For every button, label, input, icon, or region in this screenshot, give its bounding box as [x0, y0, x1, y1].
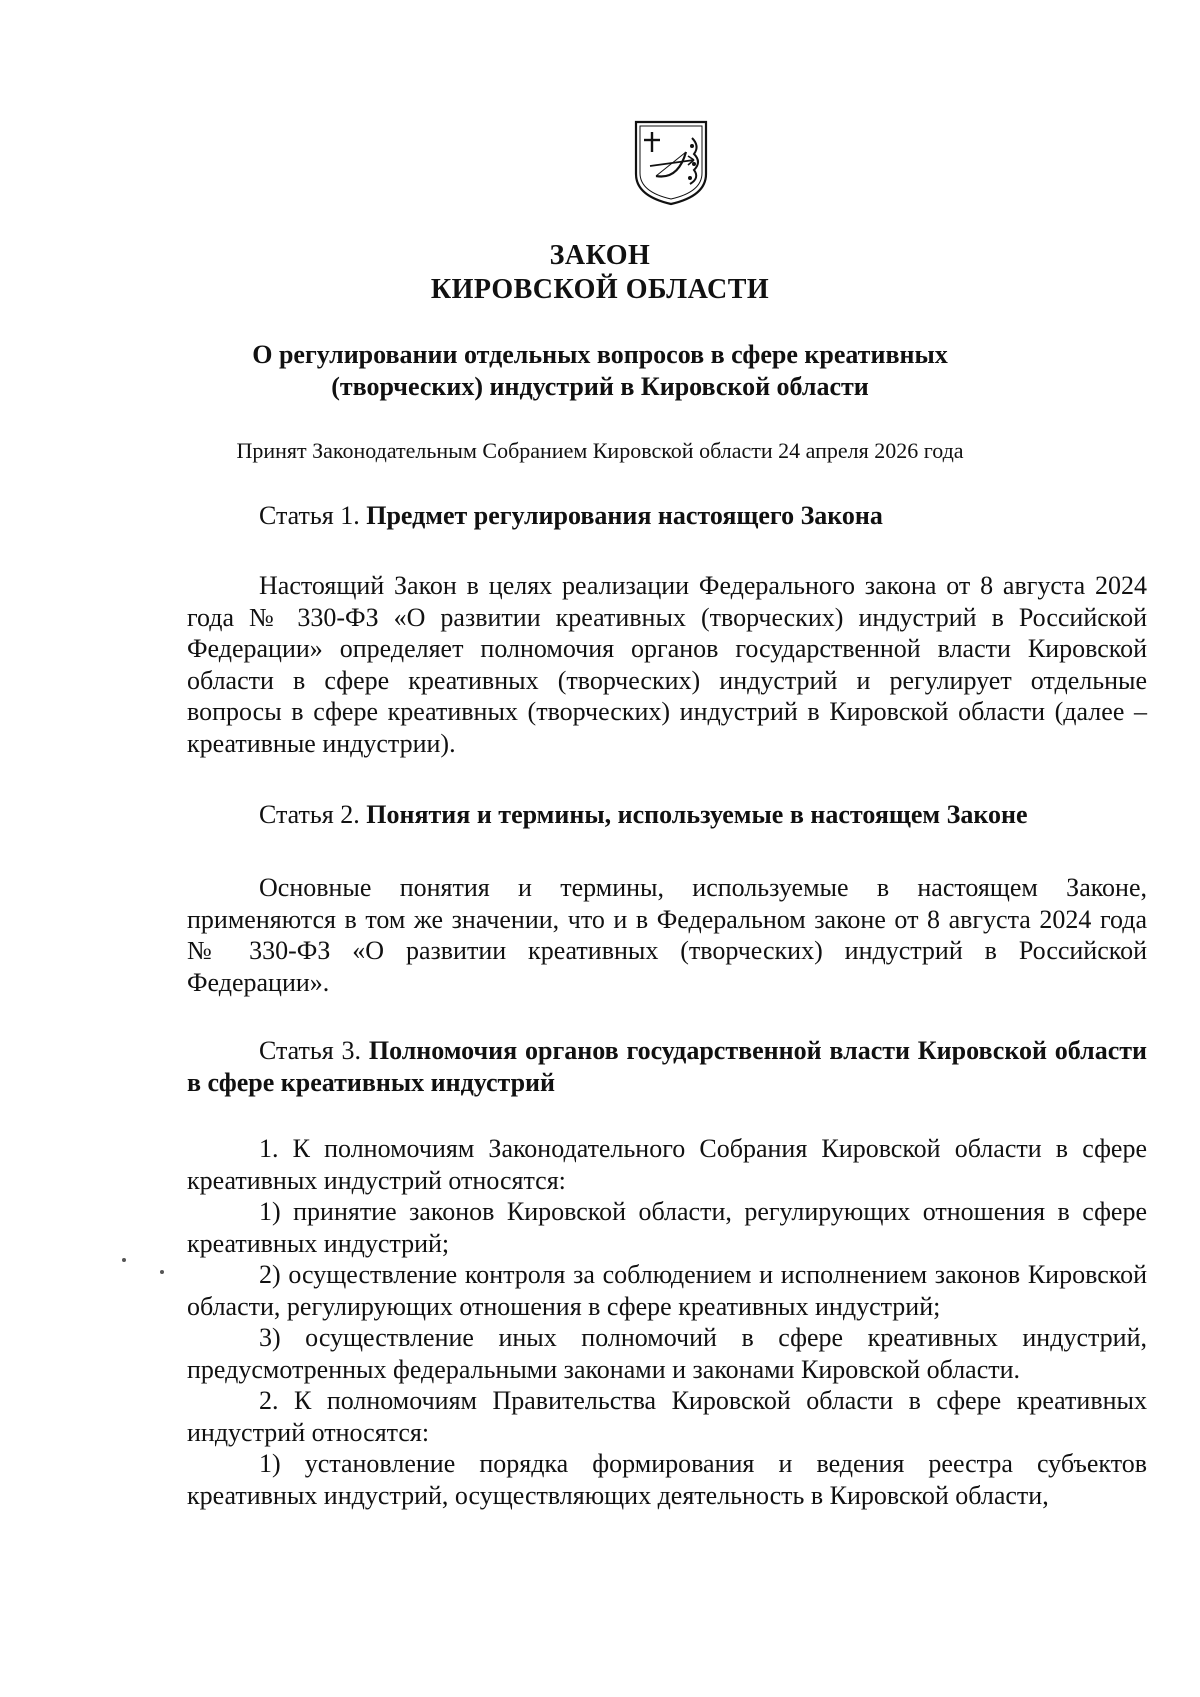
- adoption-note: Принят Законодательным Собранием Кировской области 24 апреля 2026 года: [236, 438, 964, 463]
- article-1-title: Предмет регулирования настоящего Закона: [366, 501, 883, 530]
- article-3-heading: [187, 1035, 1147, 1099]
- article-3-part-1-item-3: 3) осуществление иных полномочий в сфере креативных индустрий, предусмотренных федеральными законами и законами Кировской области.: [187, 1323, 1147, 1384]
- law-subject-line-1: О регулировании отдельных вопросов в сфере креативных: [252, 340, 948, 369]
- article-1-text: Настоящий Закон в целях реализации Федерального закона от 8 августа 2024 года № 330-ФЗ «О развитии креативных (творческих) индустрий в Российской Федерации» определяет полномочия органов государственной власти Кировской области в сфере креативных (творческих) индустрий и регулирует отдельные вопросы в сфере креативных (творческих) индустрий в Кировской области (далее – креативные индустрии).: [187, 571, 1147, 758]
- law-subject-line-2: (творческих) индустрий в Кировской области: [331, 372, 869, 401]
- article-3-part-1: 1. К полномочиям Законодательного Собрания Кировской области в сфере креативных индустрий относятся:: [187, 1134, 1147, 1195]
- article-3-part-2: 2. К полномочиям Правительства Кировской области в сфере креативных индустрий относятся:: [187, 1386, 1147, 1447]
- article-3-title: Полномочия органов государственной власти Кировской области в сфере креативных индустрий: [187, 1036, 1147, 1097]
- article-1-number: Статья 1.: [259, 501, 367, 530]
- article-3-part-1-item-1: 1) принятие законов Кировской области, регулирующих отношения в сфере креативных индустрий;: [187, 1197, 1147, 1258]
- article-3-part-2-item-1: 1) установление порядка формирования и ведения реестра субъектов креативных индустрий, осуществляющих деятельность в Кировской области,: [187, 1449, 1147, 1510]
- article-3-number: Статья 3.: [259, 1036, 369, 1065]
- law-title-line-1: ЗАКОН: [549, 240, 651, 271]
- article-3-part-1-item-2: 2) осуществление контроля за соблюдением и исполнением законов Кировской области, регулирующих отношения в сфере креативных индустрий;: [187, 1260, 1147, 1321]
- scan-speck: [122, 1258, 126, 1262]
- law-title-line-2: КИРОВСКОЙ ОБЛАСТИ: [430, 274, 770, 305]
- article-2-number: Статья 2.: [259, 800, 367, 829]
- article-2-title: Понятия и термины, используемые в настоящем Законе: [366, 800, 1028, 829]
- article-2-heading: [187, 799, 1147, 831]
- article-3-body: [187, 1133, 1147, 1511]
- article-1-heading: [187, 500, 1147, 532]
- scan-speck: [160, 1270, 164, 1274]
- coat-of-arms-icon: [632, 118, 710, 206]
- article-2-text: Основные понятия и термины, используемые в настоящем Законе, применяются в том же значении, что и в Федеральном законе от 8 августа 2024 года № 330-ФЗ «О развитии креативных (творческих) индустрий в Российской Федерации».: [187, 873, 1147, 997]
